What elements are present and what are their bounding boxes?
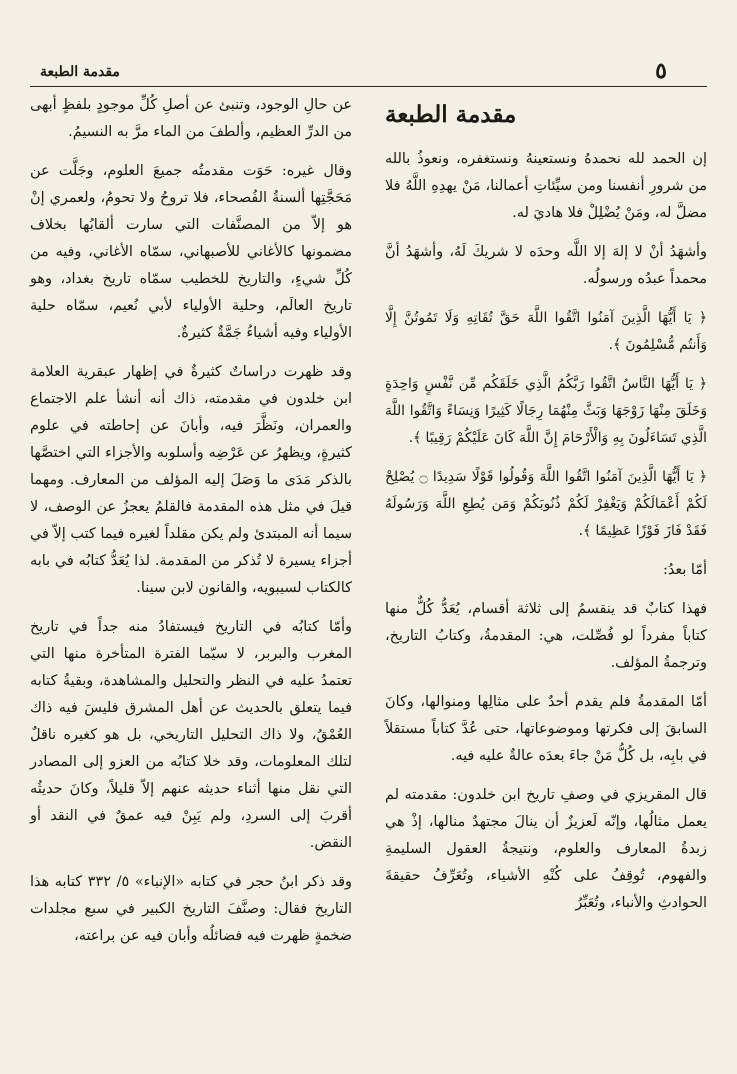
section-heading: مقدمة الطبعة <box>385 101 517 128</box>
paragraph: وأمّا كتابُه في التاريخ فيستفادُ منه جداً في تاريخ المغرب والبربر، لا سيّما الفترة المتأخرة منها التي تعتمدُ عليه في النظر والتحليل والمشاهدة، وبقيةُ كتابه فيما يتعلق بالحديث عن أهل المشرق فليسَ فيه ذاك العُمْقُ، ولا ذاك التحليل التاريخي، بل هو كغيره ناقلٌ لتلك المعلومات، وقد خلا كتابُه من العزو إلى المصادر التي نقل منها أثناء حديثه عنهم إلاّ قليلاً، وكانَ حديثُه أقربَ إلى السردِ، ولم يَبِنْ فيه عمقٌ في النقد أو النقض. <box>30 619 352 851</box>
running-header <box>30 56 707 87</box>
paragraph: وقال غيره: حَوَت مقدمتُه جميعَ العلوم، وجَلَّت عن مَحَجَّتِها ألسنةُ الفُصحاء، فلا تروحُ ولا تحومُ، ولعمري إنْ هو إلاّ من المصنَّفات التي سارت ألقابُها بخلاف مضمونها كالأغاني للأصبهاني، سمّاه الأغاني، وفيه من كُلِّ شيءٍ، والتاريخ للخطيب سمّاه تاريخ بغداد، وهو تاريخ العالَم، وحلية الأولياء لأبي نُعيم، سمّاه حلية الأولياء وفيه أشياءُ جَمَّةٌ كثيرةٌ. <box>30 163 352 341</box>
paragraph: أمّا المقدمةُ فلم يقدم أحدٌ على مثالِها ومنوالها، وكانَ السابقَ إلى فكرتها وموضوعاتها، حتى عُدَّ كتاباً مستقلاً في بابِه، بل كُلُّ مَنْ جاءَ بعدَه عالةٌ عليه فيه. <box>385 694 707 764</box>
quran-verse: ﴿ يَا أَيُّهَا النَّاسُ اتَّقُوا رَبَّكُمُ الَّذِي خَلَقَكُم مِّن نَّفْسٍ وَاحِدَةٍ وَخَلَقَ مِنْهَا زَوْجَهَا وَبَثَّ مِنْهُمَا رِجَالًا كَثِيرًا وَنِسَاءً وَاتَّقُوا اللَّهَ الَّذِي تَسَاءَلُونَ بِهِ وَالْأَرْحَامَ إِنَّ اللَّهَ كَانَ عَلَيْكُمْ رَقِيبًا ﴾. <box>385 376 707 446</box>
running-header-title: مقدمة الطبعة <box>40 64 120 80</box>
paragraph: وأشهَدُ أنْ لا إلهَ إلا اللَّه وحدَه لا شريكَ لَهُ، وأشهَدُ أنَّ محمداً عبدُه ورسولُه. <box>385 244 707 287</box>
paragraph: وقد ذكر ابنُ حجر في كتابه «الإنباء» ٥/ ٣٣٢ كتابه هذا التاريخ فقال: وصنَّفَ التاريخ الكبير في سبع مجلدات ضخمةٍ ظهرت فيه فضائلُه وأبان فيه عن براعته، <box>30 874 352 944</box>
right-column <box>385 92 707 929</box>
paragraph: فهذا كتابٌ قد ينقسمُ إلى ثلاثة أقسام، يُعَدُّ كُلٌّ منها كتاباً مفرداً لو فُصِّلت، هي: المقدمةُ، وكتابُ التاريخ، وترجمةُ المؤلف. <box>385 601 707 671</box>
paragraph: عن حالِ الوجود، وتنبئ عن أصلِ كُلِّ موجودٍ بلفظٍ أبهى من الدرِّ العظيم، وألطفَ من الماء مرَّ به النسيمُ. <box>30 97 352 140</box>
left-column <box>30 92 352 962</box>
paragraph: وقد ظهرت دراساتٌ كثيرةٌ في إظهار عبقرية العلامة ابن خلدون في مقدمته، ذاك أنه أنشأ علم الاجتماع والعمران، ونَظَّرَ فيه، وأبانَ عن إحاطته في علوم كثيرةٍ، ويظهرُ عن عَرْضِه وأسلوبه والأجزاء التي اختصَّها بالذكر مَدَى ما وَصَلَ إليه المؤلف من المعارف. ومهما قيلَ في مثل هذه المقدمة فالقلمُ يعجزُ عن الوصف، لا سيما أنه المبتدئ ولم يكن مقلداً لغيره فيما كتب إلاّ في أجزاء يسيرة لا تُذكر من المقدمة. لذا يُعَدُّ كتابُه في بابه كالكتاب لسيبويه، والقانون لابن سينا. <box>30 364 352 596</box>
paragraph: إن الحمد لله نحمدهُ ونستعينهُ ونستغفره، ونعوذُ بالله من شرورِ أنفسنا ومن سيِّئاتِ أعمالنا، مَنْ يهدِهِ اللَّهُ فلا مضلَّ له، ومَنْ يُضْلِلْ فلا هاديَ له. <box>385 151 707 221</box>
page-number: ٥ <box>655 58 667 84</box>
quran-verse: ﴿ يَا أَيُّهَا الَّذِينَ آمَنُوا اتَّقُوا اللَّهَ وَقُولُوا قَوْلًا سَدِيدًا ۝ يُصْلِحْ لَكُمْ أَعْمَالَكُمْ وَيَغْفِرْ لَكُمْ ذُنُوبَكُمْ وَمَن يُطِعِ اللَّهَ وَرَسُولَهُ فَقَدْ فَازَ فَوْزًا عَظِيمًا ﴾. <box>385 469 707 539</box>
paragraph: قال المقريزي في وصفِ تاريخ ابن خلدون: مقدمته لم يعمل مثالُها، وإنّه لَعزيزٌ أن ينالَ مجتهدٌ منالها، إذْ هي زبدةُ المعارف والعلوم، ونتيجةُ العقول السليمةِ والفهوم، تُوقِفُ على كُنْهِ الأشياء، وتُعَرِّفُ حقيقةَ الحوادثِ والأنباء، وتُعَبِّرُ <box>385 787 707 911</box>
paragraph: أمّا بعدُ: <box>662 562 707 578</box>
quran-verse: ﴿ يَا أَيُّهَا الَّذِينَ آمَنُوا اتَّقُوا اللَّهَ حَقَّ تُقَاتِهِ وَلَا تَمُوتُنَّ إِلَّا وَأَنتُم مُّسْلِمُونَ ﴾. <box>385 310 707 353</box>
